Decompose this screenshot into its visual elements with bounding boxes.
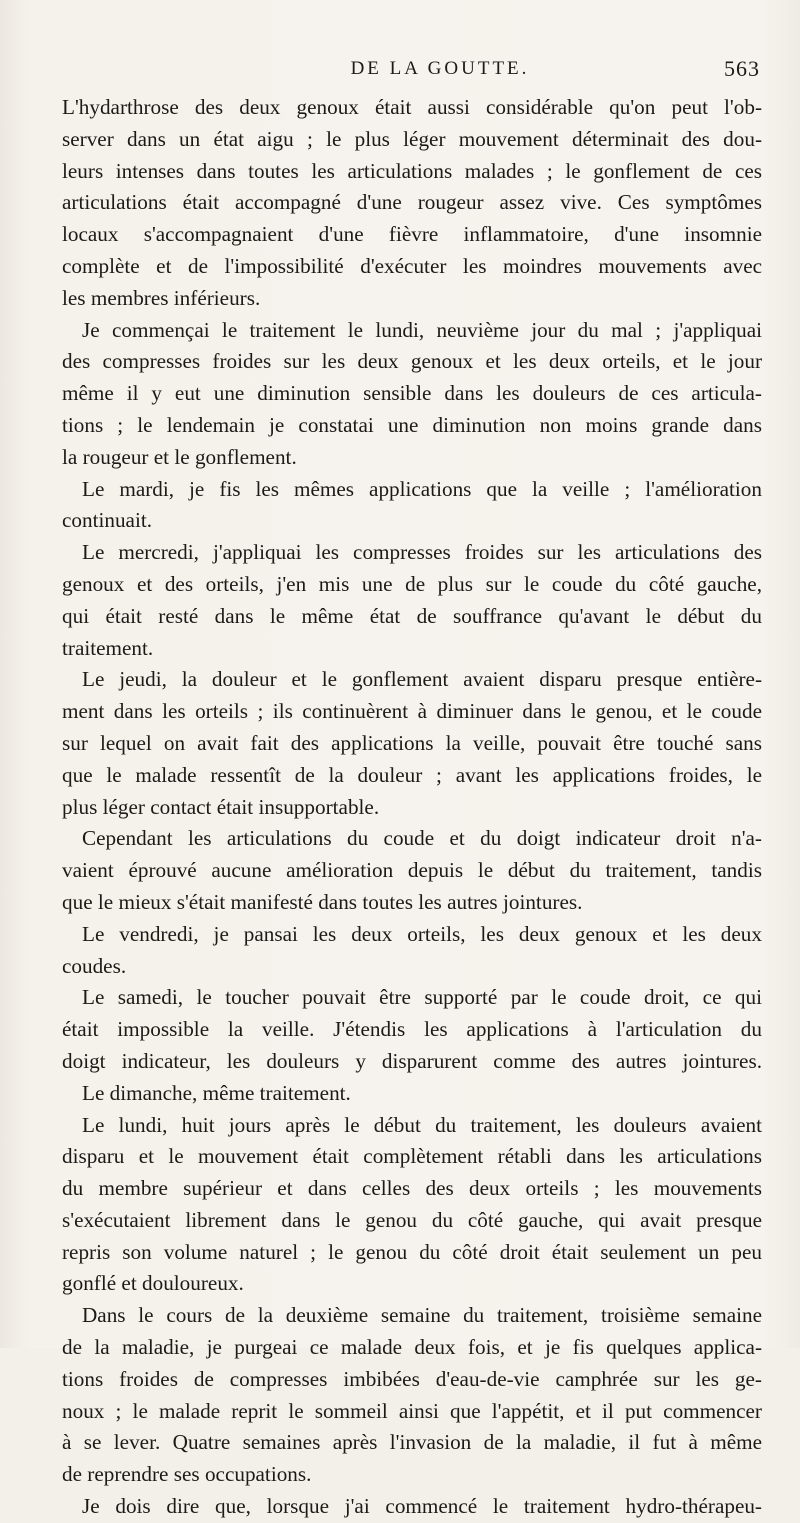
text-line: doigt indicateur, les douleurs y disparurent comme des autres jointures. <box>62 1048 762 1073</box>
text-line: plus léger contact était insupportable. <box>62 794 380 819</box>
text-line: du membre supérieur et dans celles des deux orteils ; les mouvements <box>62 1176 762 1201</box>
text-line: Le dimanche, même traitement. <box>82 1080 351 1105</box>
running-head <box>100 58 760 88</box>
text-line: complète et de l'impossibilité d'exécuter les moindres mouvements avec <box>62 253 762 278</box>
text-line: tions froides de compresses imbibées d'eau-de-vie camphrée sur les ge- <box>62 1366 762 1391</box>
body-text <box>62 92 762 1523</box>
text-line: les membres inférieurs. <box>62 285 261 310</box>
text-line: qui était resté dans le même état de souffrance qu'avant le début du <box>62 603 762 628</box>
text-line: même il y eut une diminution sensible dans les douleurs de ces articula- <box>62 381 762 406</box>
running-title: DE LA GOUTTE. <box>350 58 530 79</box>
text-line: sur lequel on avait fait des applications la veille, pouvait être touché sans <box>62 730 762 755</box>
text-line: traitement. <box>62 635 154 660</box>
text-line: Cependant les articulations du coude et du doigt indicateur droit n'a- <box>82 826 762 851</box>
text-line: L'hydarthrose des deux genoux était aussi considérable qu'on peut l'ob- <box>62 95 762 119</box>
text-line: de la maladie, je purgeai ce malade deux fois, et je fis quelques applica- <box>62 1335 762 1360</box>
page-number: 563 <box>724 56 760 81</box>
text-line: vaient éprouvé aucune amélioration depuis le début du traitement, tandis <box>62 858 762 883</box>
text-line: la rougeur et le gonflement. <box>62 444 297 469</box>
text-line: tions ; le lendemain je constatai une diminution non moins grande dans <box>62 412 762 437</box>
text-line: Le samedi, le toucher pouvait être supporté par le coude droit, ce qui <box>82 985 762 1010</box>
text-line: continuait. <box>62 508 153 533</box>
text-line: articulations était accompagné d'une rougeur assez vive. Ces symptômes <box>62 190 762 215</box>
text-line: Le mercredi, j'appliquai les compresses froides sur les articulations des <box>82 540 762 565</box>
text-line: Je dois dire que, lorsque j'ai commencé le traitement hydro-thérapeu- <box>82 1494 762 1519</box>
text-line: gonflé et douloureux. <box>62 1271 244 1296</box>
text-line: noux ; le malade reprit le sommeil ainsi que l'appétit, et il put commencer <box>62 1398 762 1423</box>
text-line: Dans le cours de la deuxième semaine du traitement, troisième semaine <box>82 1303 762 1328</box>
text-line: Je commençai le traitement le lundi, neuvième jour du mal ; j'appliquai <box>82 317 762 342</box>
text-line: coudes. <box>62 953 127 978</box>
text-line: que le malade ressentît de la douleur ; avant les applications froides, le <box>62 762 762 787</box>
text-line: genoux et des orteils, j'en mis une de plus sur le coude du côté gauche, <box>62 571 762 596</box>
text-line: repris son volume naturel ; le genou du côté droit était seulement un peu <box>62 1239 762 1264</box>
text-line: disparu et le mouvement était complètement rétabli dans les articulations <box>62 1144 762 1169</box>
text-line: Le lundi, huit jours après le début du traitement, les douleurs avaient <box>82 1112 762 1137</box>
text-line: Le jeudi, la douleur et le gonflement avaient disparu presque entière- <box>82 667 762 692</box>
text-line: locaux s'accompagnaient d'une fièvre inflammatoire, d'une insomnie <box>62 222 762 247</box>
text-line: à se lever. Quatre semaines après l'invasion de la maladie, il fut à même <box>62 1430 762 1455</box>
text-line: leurs intenses dans toutes les articulations malades ; le gonflement de ces <box>62 158 762 183</box>
text-line: était impossible la veille. J'étendis les applications à l'articulation du <box>62 1017 762 1042</box>
text-line: ment dans les orteils ; ils continuèrent à diminuer dans le genou, et le coude <box>62 699 762 724</box>
text-line: Le mardi, je fis les mêmes applications que la veille ; l'amélioration <box>82 476 762 501</box>
text-line: de reprendre ses occupations. <box>62 1462 312 1487</box>
text-line: que le mieux s'était manifesté dans toutes les autres jointures. <box>62 889 583 914</box>
text-line: s'exécutaient librement dans le genou du côté gauche, qui avait presque <box>62 1207 762 1232</box>
text-line: des compresses froides sur les deux genoux et les deux orteils, et le jour <box>62 349 762 374</box>
text-line: server dans un état aigu ; le plus léger mouvement déterminait des dou- <box>62 126 762 151</box>
text-line: Le vendredi, je pansai les deux orteils, les deux genoux et les deux <box>82 921 762 946</box>
